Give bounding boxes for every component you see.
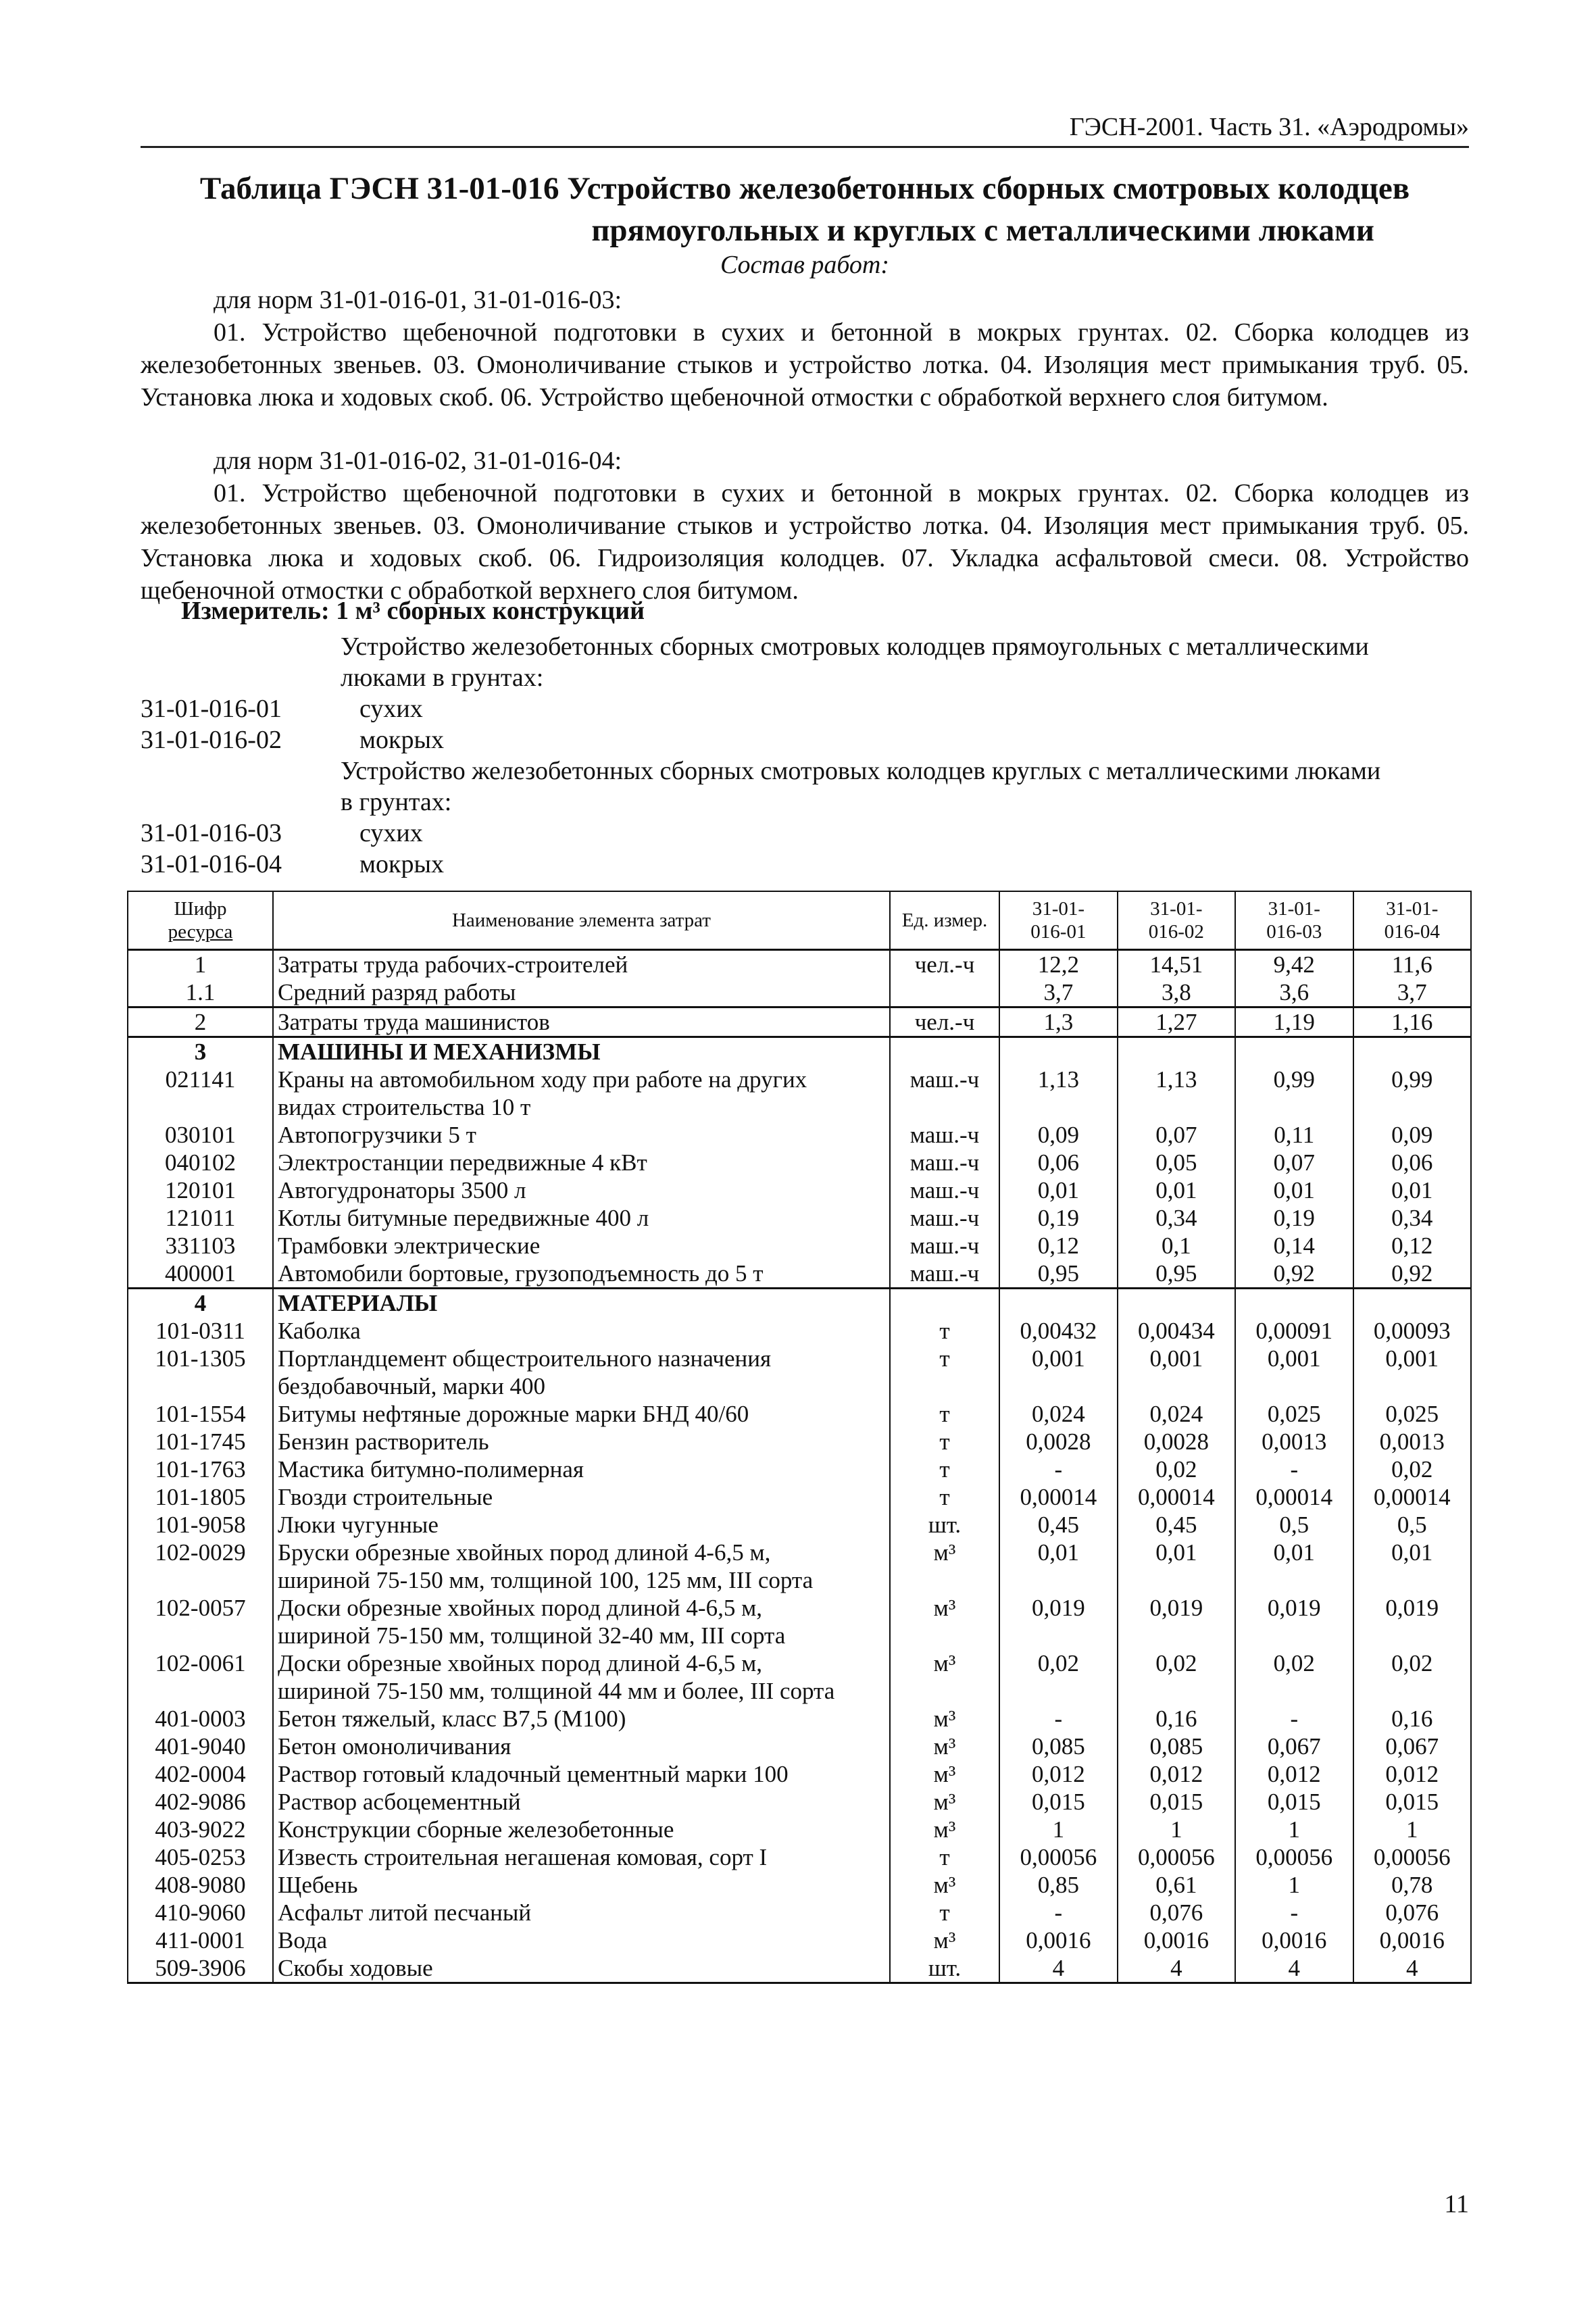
value-col-3: - — [1235, 1705, 1353, 1733]
cost-element-name: Гвозди строительные — [273, 1483, 890, 1511]
value-col-1: 0,19 — [999, 1204, 1117, 1232]
value-col-4: 1 — [1353, 1816, 1472, 1843]
value-col-4: 0,012 — [1353, 1760, 1472, 1788]
unit: м³ — [890, 1926, 999, 1954]
variant-code: 31-01-016-02 — [141, 726, 282, 754]
value-col-4: 0,076 — [1353, 1899, 1472, 1926]
resource-code: 3 — [128, 1037, 273, 1066]
resource-code: 402-9086 — [128, 1788, 273, 1816]
value-col-4: 0,0016 — [1353, 1926, 1472, 1954]
value-col-2: 0,00434 — [1118, 1317, 1235, 1345]
value-col-4: 4 — [1353, 1954, 1472, 1983]
resource-code: 021141 — [128, 1066, 273, 1121]
table-title — [141, 168, 1469, 251]
table-row — [128, 1204, 1471, 1232]
resource-code: 401-9040 — [128, 1733, 273, 1760]
cost-element-name: Раствор асбоцементный — [273, 1788, 890, 1816]
unit: шт. — [890, 1954, 999, 1983]
value-col-2: 0,019 — [1118, 1594, 1235, 1649]
value-col-4: 3,7 — [1353, 978, 1472, 1007]
section-heading-row — [128, 1037, 1471, 1066]
value-col-3: 0,01 — [1235, 1539, 1353, 1594]
value-col-4: 0,001 — [1353, 1345, 1472, 1400]
table-row — [128, 1816, 1471, 1843]
table-row — [128, 1899, 1471, 1926]
cost-element-name: Асфальт литой песчаный — [273, 1899, 890, 1926]
value-col-2: 0,015 — [1118, 1788, 1235, 1816]
value-col-1: 0,45 — [999, 1511, 1117, 1539]
resource-cost-table — [127, 891, 1472, 1984]
value-col-1: 0,00056 — [999, 1843, 1117, 1871]
resource-code: 120101 — [128, 1176, 273, 1204]
cost-element-name: Бензин растворитель — [273, 1428, 890, 1455]
resource-code: 1.1 — [128, 978, 273, 1007]
unit: м³ — [890, 1594, 999, 1649]
resource-code: 101-1763 — [128, 1455, 273, 1483]
value-col-2: 0,085 — [1118, 1733, 1235, 1760]
unit: чел.-ч — [890, 950, 999, 979]
cost-element-name: Затраты труда машинистов — [273, 1007, 890, 1037]
value-col-4: 0,00056 — [1353, 1843, 1472, 1871]
table-row — [128, 1788, 1471, 1816]
table-title-line2: прямоугольных и круглых с металлическими люками — [591, 213, 1374, 248]
value-col-3: 0,00091 — [1235, 1317, 1353, 1345]
cost-element-name: Известь строительная негашеная комовая, сорт I — [273, 1843, 890, 1871]
variant-group-title: Устройство железобетонных сборных смотровых колодцев круглых с металлическими люками — [341, 757, 1381, 785]
header-col-1: 31-01- 016-01 — [999, 891, 1117, 950]
table-row — [128, 1317, 1471, 1345]
cost-element-name: Котлы битумные передвижные 400 л — [273, 1204, 890, 1232]
header-col-4: 31-01- 016-04 — [1353, 891, 1472, 950]
table-row — [128, 1149, 1471, 1176]
cost-element-name: Затраты труда рабочих-строителей — [273, 950, 890, 979]
value-col-2: 0,012 — [1118, 1760, 1235, 1788]
header-col-3: 31-01- 016-03 — [1235, 891, 1353, 950]
cost-element-name: Скобы ходовые — [273, 1954, 890, 1983]
value-col-1: 0,0016 — [999, 1926, 1117, 1954]
value-col-3: 0,0016 — [1235, 1926, 1353, 1954]
resource-code: 101-1745 — [128, 1428, 273, 1455]
resource-code: 102-0061 — [128, 1649, 273, 1705]
value-col-2: 0,07 — [1118, 1121, 1235, 1149]
value-col-1: 0,12 — [999, 1232, 1117, 1260]
value-col-1: 3,7 — [999, 978, 1117, 1007]
value-col-3: 0,92 — [1235, 1260, 1353, 1289]
value-col-2: 0,01 — [1118, 1539, 1235, 1594]
value-col-1: 0,019 — [999, 1594, 1117, 1649]
unit: т — [890, 1400, 999, 1428]
cost-element-name: МАТЕРИАЛЫ — [273, 1289, 890, 1318]
table-row — [128, 978, 1471, 1007]
table-row — [128, 1260, 1471, 1289]
composition-label: Состав работ: — [720, 251, 890, 279]
variant-code: 31-01-016-01 — [141, 695, 282, 723]
variant-item — [141, 693, 1469, 724]
table-row — [128, 1760, 1471, 1788]
variant-group-title: Устройство железобетонных сборных смотровых колодцев прямоугольных с металлическими — [341, 632, 1369, 661]
value-col-4: 0,06 — [1353, 1149, 1472, 1176]
cost-element-name: Автомобили бортовые, грузоподъемность до 5 т — [273, 1260, 890, 1289]
cost-element-name: Трамбовки электрические — [273, 1232, 890, 1260]
unit: м³ — [890, 1705, 999, 1733]
resource-code: 030101 — [128, 1121, 273, 1149]
table-header-row — [128, 891, 1471, 950]
resource-code: 401-0003 — [128, 1705, 273, 1733]
value-col-1: 0,02 — [999, 1649, 1117, 1705]
value-col-4: 0,01 — [1353, 1539, 1472, 1594]
table-row — [128, 1594, 1471, 1649]
unit: м³ — [890, 1649, 999, 1705]
value-col-4: 0,0013 — [1353, 1428, 1472, 1455]
unit: т — [890, 1899, 999, 1926]
value-col-4: 1,16 — [1353, 1007, 1472, 1037]
value-col-2: 1,27 — [1118, 1007, 1235, 1037]
value-col-3: - — [1235, 1899, 1353, 1926]
table-row — [128, 1483, 1471, 1511]
table-row — [128, 1649, 1471, 1705]
unit: т — [890, 1345, 999, 1400]
header-code: Шифр ресурса — [128, 891, 273, 950]
variant-item — [141, 724, 1469, 755]
value-col-2: 14,51 — [1118, 950, 1235, 979]
work-group-2 — [141, 445, 1469, 607]
value-col-1: 0,0028 — [999, 1428, 1117, 1455]
value-col-4 — [1353, 1289, 1472, 1318]
unit: м³ — [890, 1816, 999, 1843]
unit: чел.-ч — [890, 1007, 999, 1037]
value-col-1: 1 — [999, 1816, 1117, 1843]
resource-code: 405-0253 — [128, 1843, 273, 1871]
resource-code: 102-0057 — [128, 1594, 273, 1649]
value-col-2 — [1118, 1037, 1235, 1066]
table-row — [128, 1400, 1471, 1428]
value-col-3: 0,019 — [1235, 1594, 1353, 1649]
unit: маш.-ч — [890, 1176, 999, 1204]
variant-label: мокрых — [359, 850, 445, 878]
value-col-3: 0,19 — [1235, 1204, 1353, 1232]
unit: т — [890, 1428, 999, 1455]
resource-code: 101-0311 — [128, 1317, 273, 1345]
cost-element-name: Автогудронаторы 3500 л — [273, 1176, 890, 1204]
cost-element-name: Краны на автомобильном ходу при работе на других видах строительства 10 т — [273, 1066, 890, 1121]
value-col-2: 3,8 — [1118, 978, 1235, 1007]
running-header: ГЭСН-2001. Часть 31. «Аэродромы» — [1069, 113, 1469, 141]
value-col-4: 0,5 — [1353, 1511, 1472, 1539]
value-col-2: 0,0016 — [1118, 1926, 1235, 1954]
variant-label: мокрых — [359, 726, 445, 754]
cost-element-name: Мастика битумно-полимерная — [273, 1455, 890, 1483]
value-col-3: 0,01 — [1235, 1176, 1353, 1204]
variant-group-title-cont: в грунтах: — [341, 788, 452, 816]
unit — [890, 1289, 999, 1318]
value-col-4: 0,01 — [1353, 1176, 1472, 1204]
table-row — [128, 1066, 1471, 1121]
value-col-4: 0,015 — [1353, 1788, 1472, 1816]
value-col-1: - — [999, 1455, 1117, 1483]
value-col-2: 1,13 — [1118, 1066, 1235, 1121]
value-col-3: 0,001 — [1235, 1345, 1353, 1400]
resource-code: 101-9058 — [128, 1511, 273, 1539]
value-col-1: - — [999, 1899, 1117, 1926]
value-col-3: 0,5 — [1235, 1511, 1353, 1539]
table-row — [128, 1954, 1471, 1983]
cost-element-name: Конструкции сборные железобетонные — [273, 1816, 890, 1843]
value-col-1: 12,2 — [999, 950, 1117, 979]
work-group-norms: для норм 31-01-016-01, 31-01-016-03: — [214, 286, 622, 314]
value-col-3: 0,02 — [1235, 1649, 1353, 1705]
unit: шт. — [890, 1511, 999, 1539]
value-col-4 — [1353, 1037, 1472, 1066]
resource-code: 411-0001 — [128, 1926, 273, 1954]
value-col-3: 0,025 — [1235, 1400, 1353, 1428]
header-unit: Ед. измер. — [890, 891, 999, 950]
table-title-line1: Таблица ГЭСН 31-01-016 Устройство железобетонных сборных смотровых колодцев — [199, 171, 1410, 206]
table-row — [128, 1345, 1471, 1400]
header-col-2: 31-01- 016-02 — [1118, 891, 1235, 950]
table-row — [128, 1121, 1471, 1149]
table-row — [128, 1539, 1471, 1594]
value-col-2: 0,00014 — [1118, 1483, 1235, 1511]
value-col-1: 4 — [999, 1954, 1117, 1983]
header-name: Наименование элемента затрат — [273, 891, 890, 950]
cost-element-name: Битумы нефтяные дорожные марки БНД 40/60 — [273, 1400, 890, 1428]
table-row — [128, 950, 1471, 979]
cost-element-name: Щебень — [273, 1871, 890, 1899]
value-col-4: 0,34 — [1353, 1204, 1472, 1232]
table-row — [128, 1007, 1471, 1037]
unit: т — [890, 1317, 999, 1345]
resource-code: 121011 — [128, 1204, 273, 1232]
cost-element-name: Портландцемент общестроительного назначения бездобавочный, марки 400 — [273, 1345, 890, 1400]
resource-code: 408-9080 — [128, 1871, 273, 1899]
unit: т — [890, 1843, 999, 1871]
resource-code: 101-1554 — [128, 1400, 273, 1428]
value-col-2: 0,61 — [1118, 1871, 1235, 1899]
table-row — [128, 1232, 1471, 1260]
table-row — [128, 1843, 1471, 1871]
resource-code: 1 — [128, 950, 273, 979]
value-col-2: 0,0028 — [1118, 1428, 1235, 1455]
unit: маш.-ч — [890, 1149, 999, 1176]
value-col-3: 0,015 — [1235, 1788, 1353, 1816]
value-col-2: 0,34 — [1118, 1204, 1235, 1232]
cost-element-name: Доски обрезные хвойных пород длиной 4-6,5 м, шириной 75-150 мм, толщиной 44 мм и более, III сорта — [273, 1649, 890, 1705]
table-row — [128, 1176, 1471, 1204]
value-col-3: 1 — [1235, 1816, 1353, 1843]
table-row — [128, 1428, 1471, 1455]
resource-code: 403-9022 — [128, 1816, 273, 1843]
value-col-4: 0,02 — [1353, 1455, 1472, 1483]
header-rule — [141, 146, 1469, 148]
value-col-3: 0,11 — [1235, 1121, 1353, 1149]
table-row — [128, 1705, 1471, 1733]
work-group-1 — [141, 284, 1469, 414]
value-col-4: 0,019 — [1353, 1594, 1472, 1649]
value-col-3: 1,19 — [1235, 1007, 1353, 1037]
value-col-4: 0,067 — [1353, 1733, 1472, 1760]
unit: т — [890, 1455, 999, 1483]
value-col-1: 0,09 — [999, 1121, 1117, 1149]
value-col-1: 0,024 — [999, 1400, 1117, 1428]
meter-label: Измеритель: 1 м³ сборных конструкций — [181, 597, 645, 625]
unit: маш.-ч — [890, 1121, 999, 1149]
value-col-1: 0,001 — [999, 1345, 1117, 1400]
unit — [890, 978, 999, 1007]
resource-code: 331103 — [128, 1232, 273, 1260]
value-col-1 — [999, 1289, 1117, 1318]
resource-code: 402-0004 — [128, 1760, 273, 1788]
value-col-4: 0,025 — [1353, 1400, 1472, 1428]
value-col-4: 0,16 — [1353, 1705, 1472, 1733]
table-row — [128, 1511, 1471, 1539]
value-col-3: 9,42 — [1235, 950, 1353, 979]
variant-group-2 — [141, 755, 1469, 880]
value-col-4: 0,12 — [1353, 1232, 1472, 1260]
value-col-1: 0,85 — [999, 1871, 1117, 1899]
cost-element-name: Автопогрузчики 5 т — [273, 1121, 890, 1149]
variant-label: сухих — [359, 695, 423, 723]
variant-label: сухих — [359, 819, 423, 847]
value-col-3: 0,07 — [1235, 1149, 1353, 1176]
variant-group-title-cont: люками в грунтах: — [341, 664, 544, 692]
value-col-3: 3,6 — [1235, 978, 1353, 1007]
value-col-3: 0,0013 — [1235, 1428, 1353, 1455]
cost-element-name: Раствор готовый кладочный цементный марки 100 — [273, 1760, 890, 1788]
value-col-4: 0,99 — [1353, 1066, 1472, 1121]
value-col-4: 0,09 — [1353, 1121, 1472, 1149]
work-group-description: 01. Устройство щебеночной подготовки в сухих и бетонной в мокрых грунтах. 02. Сборка колодцев из железобетонных звеньев. 03. Омоноличивание стыков и устройство лотка. 04. Изоляция мест примыкания труб. 05. Установка люка и ходовых скоб. 06. Гидроизоляция колодцев. 07. Укладка асфальтовой смеси. 08. Устройство щебеночной отмостки с обработкой верхнего слоя битумом. — [141, 479, 1469, 605]
value-col-3: 0,00056 — [1235, 1843, 1353, 1871]
value-col-3: - — [1235, 1455, 1353, 1483]
unit — [890, 1037, 999, 1066]
cost-element-name: Средний разряд работы — [273, 978, 890, 1007]
variant-item — [141, 849, 1469, 880]
resource-code: 509-3906 — [128, 1954, 273, 1983]
value-col-1: 1,3 — [999, 1007, 1117, 1037]
cost-element-name: Каболка — [273, 1317, 890, 1345]
value-col-1: 0,01 — [999, 1176, 1117, 1204]
resource-code: 2 — [128, 1007, 273, 1037]
resource-code: 101-1805 — [128, 1483, 273, 1511]
value-col-1: 0,95 — [999, 1260, 1117, 1289]
work-group-norms: для норм 31-01-016-02, 31-01-016-04: — [214, 447, 622, 475]
value-col-3: 0,14 — [1235, 1232, 1353, 1260]
unit: маш.-ч — [890, 1204, 999, 1232]
variant-item — [141, 818, 1469, 849]
value-col-1: 0,012 — [999, 1760, 1117, 1788]
value-col-3: 4 — [1235, 1954, 1353, 1983]
cost-element-name: Бетон омоноличивания — [273, 1733, 890, 1760]
value-col-3: 0,00014 — [1235, 1483, 1353, 1511]
value-col-3: 1 — [1235, 1871, 1353, 1899]
value-col-1: 1,13 — [999, 1066, 1117, 1121]
value-col-2: 0,076 — [1118, 1899, 1235, 1926]
value-col-3 — [1235, 1289, 1353, 1318]
value-col-4: 11,6 — [1353, 950, 1472, 979]
value-col-3 — [1235, 1037, 1353, 1066]
value-col-2: 4 — [1118, 1954, 1235, 1983]
cost-element-name: Электростанции передвижные 4 кВт — [273, 1149, 890, 1176]
table-body — [128, 950, 1471, 1983]
unit: маш.-ч — [890, 1260, 999, 1289]
variant-group-1 — [141, 631, 1469, 755]
table-row — [128, 1871, 1471, 1899]
cost-element-name: Вода — [273, 1926, 890, 1954]
unit: м³ — [890, 1733, 999, 1760]
variant-code: 31-01-016-04 — [141, 850, 282, 878]
value-col-1: - — [999, 1705, 1117, 1733]
value-col-2 — [1118, 1289, 1235, 1318]
value-col-1: 0,06 — [999, 1149, 1117, 1176]
value-col-1: 0,00014 — [999, 1483, 1117, 1511]
resource-code: 040102 — [128, 1149, 273, 1176]
value-col-2: 0,95 — [1118, 1260, 1235, 1289]
variant-code: 31-01-016-03 — [141, 819, 282, 847]
cost-element-name: Доски обрезные хвойных пород длиной 4-6,5 м, шириной 75-150 мм, толщиной 32-40 мм, III сорта — [273, 1594, 890, 1649]
value-col-2: 0,1 — [1118, 1232, 1235, 1260]
unit: т — [890, 1483, 999, 1511]
resource-code: 4 — [128, 1289, 273, 1318]
value-col-4: 0,02 — [1353, 1649, 1472, 1705]
work-group-description: 01. Устройство щебеночной подготовки в сухих и бетонной в мокрых грунтах. 02. Сборка колодцев из железобетонных звеньев. 03. Омоноличивание стыков и устройство лотка. 04. Изоляция мест примыкания труб. 05. Установка люка и ходовых скоб. 06. Устройство щебеночной отмостки с обработкой верхнего слоя битумом. — [141, 318, 1469, 412]
value-col-1: 0,085 — [999, 1733, 1117, 1760]
table-row — [128, 1733, 1471, 1760]
cost-element-name: Люки чугунные — [273, 1511, 890, 1539]
unit: м³ — [890, 1539, 999, 1594]
value-col-4: 0,78 — [1353, 1871, 1472, 1899]
value-col-2: 0,16 — [1118, 1705, 1235, 1733]
page-number: 11 — [1444, 2190, 1469, 2218]
resource-code: 101-1305 — [128, 1345, 273, 1400]
cost-element-name: Бетон тяжелый, класс В7,5 (М100) — [273, 1705, 890, 1733]
value-col-1 — [999, 1037, 1117, 1066]
value-col-1: 0,015 — [999, 1788, 1117, 1816]
cost-element-name: Бруски обрезные хвойных пород длиной 4-6,5 м, шириной 75-150 мм, толщиной 100, 125 мм, III сорта — [273, 1539, 890, 1594]
value-col-2: 0,00056 — [1118, 1843, 1235, 1871]
unit: маш.-ч — [890, 1066, 999, 1121]
unit: м³ — [890, 1760, 999, 1788]
value-col-2: 0,01 — [1118, 1176, 1235, 1204]
value-col-2: 0,02 — [1118, 1455, 1235, 1483]
value-col-2: 0,024 — [1118, 1400, 1235, 1428]
value-col-4: 0,00093 — [1353, 1317, 1472, 1345]
value-col-2: 0,02 — [1118, 1649, 1235, 1705]
unit: м³ — [890, 1871, 999, 1899]
value-col-2: 0,45 — [1118, 1511, 1235, 1539]
value-col-3: 0,067 — [1235, 1733, 1353, 1760]
value-col-4: 0,00014 — [1353, 1483, 1472, 1511]
value-col-2: 1 — [1118, 1816, 1235, 1843]
value-col-1: 0,01 — [999, 1539, 1117, 1594]
value-col-1: 0,00432 — [999, 1317, 1117, 1345]
table-row — [128, 1455, 1471, 1483]
resource-code: 400001 — [128, 1260, 273, 1289]
unit: маш.-ч — [890, 1232, 999, 1260]
section-heading-row — [128, 1289, 1471, 1318]
unit: м³ — [890, 1788, 999, 1816]
cost-element-name: МАШИНЫ И МЕХАНИЗМЫ — [273, 1037, 890, 1066]
resource-code: 102-0029 — [128, 1539, 273, 1594]
value-col-3: 0,012 — [1235, 1760, 1353, 1788]
table-row — [128, 1926, 1471, 1954]
value-col-2: 0,05 — [1118, 1149, 1235, 1176]
value-col-2: 0,001 — [1118, 1345, 1235, 1400]
resource-code: 410-9060 — [128, 1899, 273, 1926]
value-col-4: 0,92 — [1353, 1260, 1472, 1289]
value-col-3: 0,99 — [1235, 1066, 1353, 1121]
